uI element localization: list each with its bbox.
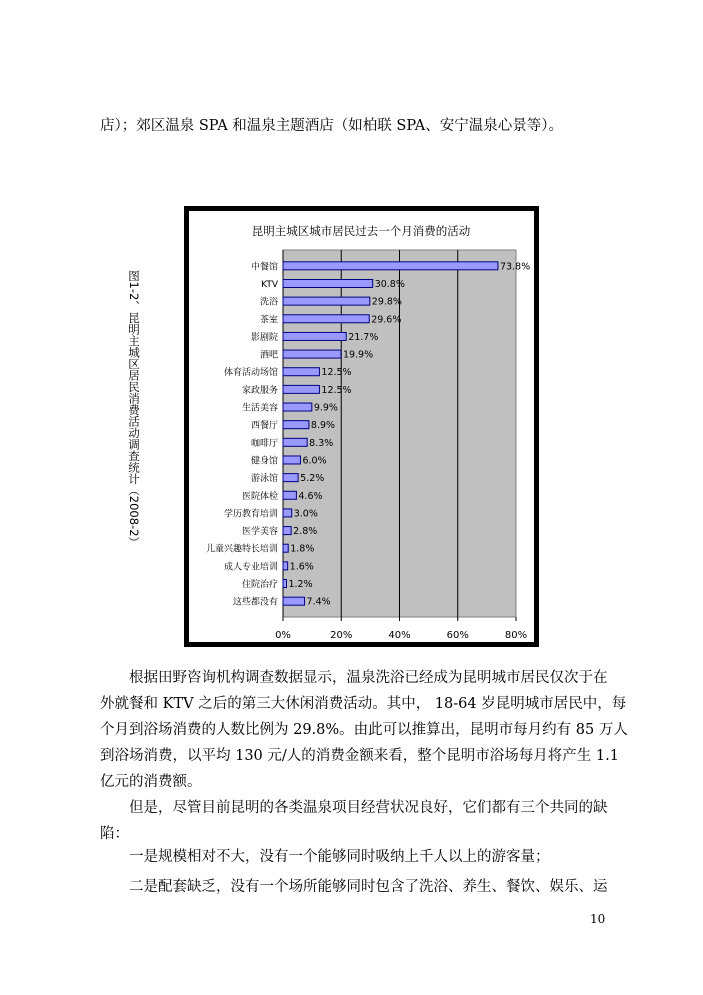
intro-line: 店）；郊区温泉 SPA 和温泉主题酒店（如柏联 SPA、安宁温泉心景等）。	[100, 118, 563, 134]
category-label: 健身馆	[250, 456, 278, 467]
category-label: 西餐厅	[250, 421, 278, 432]
data-label: 2.8%	[293, 526, 318, 538]
x-tick-label: 80%	[504, 630, 528, 641]
x-tick-label: 40%	[388, 630, 411, 641]
data-label: 1.2%	[288, 579, 313, 591]
category-label: 家政服务	[241, 385, 278, 396]
data-label: 8.9%	[310, 420, 336, 432]
bar	[283, 279, 373, 287]
paragraph-3-line: 一是规模相对不大，没有一个能够同时吸纳上千人以上的游客量；	[129, 849, 550, 865]
chart-area	[189, 211, 534, 642]
bar	[283, 438, 307, 446]
category-label: 酒吧	[259, 350, 278, 361]
figure-caption: 图1-2、昆明主城区居民消费活动调查统计（2008-2）	[127, 270, 141, 549]
paragraph-4	[100, 874, 608, 900]
category-label: 洗浴	[259, 297, 278, 308]
category-label: 咖啡厅	[250, 438, 278, 449]
bar-chart	[189, 211, 534, 642]
page-number: 10	[590, 912, 606, 926]
bar	[283, 332, 346, 340]
category-label: 生活美容	[241, 403, 278, 414]
x-tick-label: 60%	[446, 630, 469, 641]
bar	[283, 368, 319, 376]
data-label: 5.2%	[300, 473, 325, 485]
data-label: 29.6%	[371, 314, 402, 326]
category-label: 体育活动场馆	[223, 368, 278, 379]
bar	[283, 509, 292, 517]
data-label: 1.8%	[290, 543, 315, 555]
x-tick-label: 20%	[330, 630, 353, 641]
category-label: 影剧院	[250, 332, 278, 343]
chart-frame	[184, 206, 539, 647]
category-label: 住院治疗	[241, 580, 278, 591]
data-label: 12.5%	[321, 367, 352, 379]
paragraph-1-line: 外就餐和 KTV 之后的第三大休闲消费活动。其中， 18-64 岁昆明城市居民中，每	[100, 696, 627, 712]
data-label: 30.8%	[374, 278, 405, 290]
paragraph-2	[100, 795, 608, 847]
data-label: 21.7%	[348, 331, 379, 343]
bar	[283, 385, 319, 393]
category-label: KTV	[261, 279, 278, 290]
data-label: 73.8%	[499, 261, 531, 273]
bar	[283, 491, 296, 499]
bar	[283, 456, 300, 464]
category-label: 儿童兴趣特长培训	[205, 544, 278, 555]
category-label: 学历教育培训	[223, 509, 278, 520]
data-label: 3.0%	[293, 508, 318, 520]
x-tick-label: 0%	[275, 630, 291, 641]
bar	[283, 315, 369, 323]
paragraph-4-line: 二是配套缺乏，没有一个场所能够同时包含了洗浴、养生、餐饮、娱乐、运	[129, 879, 608, 895]
category-label: 中餐馆	[250, 262, 278, 273]
paragraph-1-line: 个月到浴场消费的人数比例为 29.8%。由此可以推算出，昆明市每月约有 85 万人	[100, 722, 628, 738]
data-label: 29.8%	[371, 296, 402, 308]
data-label: 12.5%	[321, 384, 352, 396]
paragraph-1-line: 到浴场消费，以平均 130 元/人的消费金额来看，整个昆明市浴场每月将产生 1.1	[100, 748, 619, 764]
bar	[283, 580, 286, 588]
paragraph-1-line: 根据田野咨询机构调查数据显示，温泉洗浴已经成为昆明城市居民仅次于在	[129, 670, 608, 686]
paragraph-1	[100, 665, 628, 795]
category-label: 医院体检	[241, 491, 278, 502]
paragraph-2-line: 但是，尽管目前昆明的各类温泉项目经营状况良好，它们都有三个共同的缺	[129, 800, 608, 816]
category-label: 成人专业培训	[223, 562, 278, 573]
bar	[283, 544, 288, 552]
category-label: 游泳馆	[250, 474, 278, 485]
paragraph-3	[100, 844, 596, 870]
bar	[283, 297, 370, 305]
bar	[283, 350, 341, 358]
chart-title: 昆明主城区城市居民过去一个月消费的活动	[251, 224, 471, 238]
paragraph-2-line: 陷：	[100, 826, 129, 842]
data-label: 7.4%	[306, 596, 331, 608]
bar	[283, 527, 291, 535]
data-label: 19.9%	[342, 349, 374, 361]
category-label: 这些都没有	[232, 597, 278, 608]
category-label: 茶室	[259, 315, 278, 326]
data-label: 9.9%	[313, 402, 338, 414]
bar	[283, 421, 309, 429]
bar	[283, 562, 288, 570]
bar	[283, 262, 498, 270]
data-label: 4.6%	[298, 490, 323, 502]
data-label: 6.0%	[302, 455, 327, 467]
bar	[283, 403, 312, 411]
bar	[283, 474, 298, 482]
bar	[283, 597, 305, 605]
data-label: 1.6%	[289, 561, 314, 573]
category-label: 医学美容	[241, 527, 278, 538]
paragraph-1-line: 亿元的消费额。	[100, 774, 202, 790]
data-label: 8.3%	[309, 437, 334, 449]
